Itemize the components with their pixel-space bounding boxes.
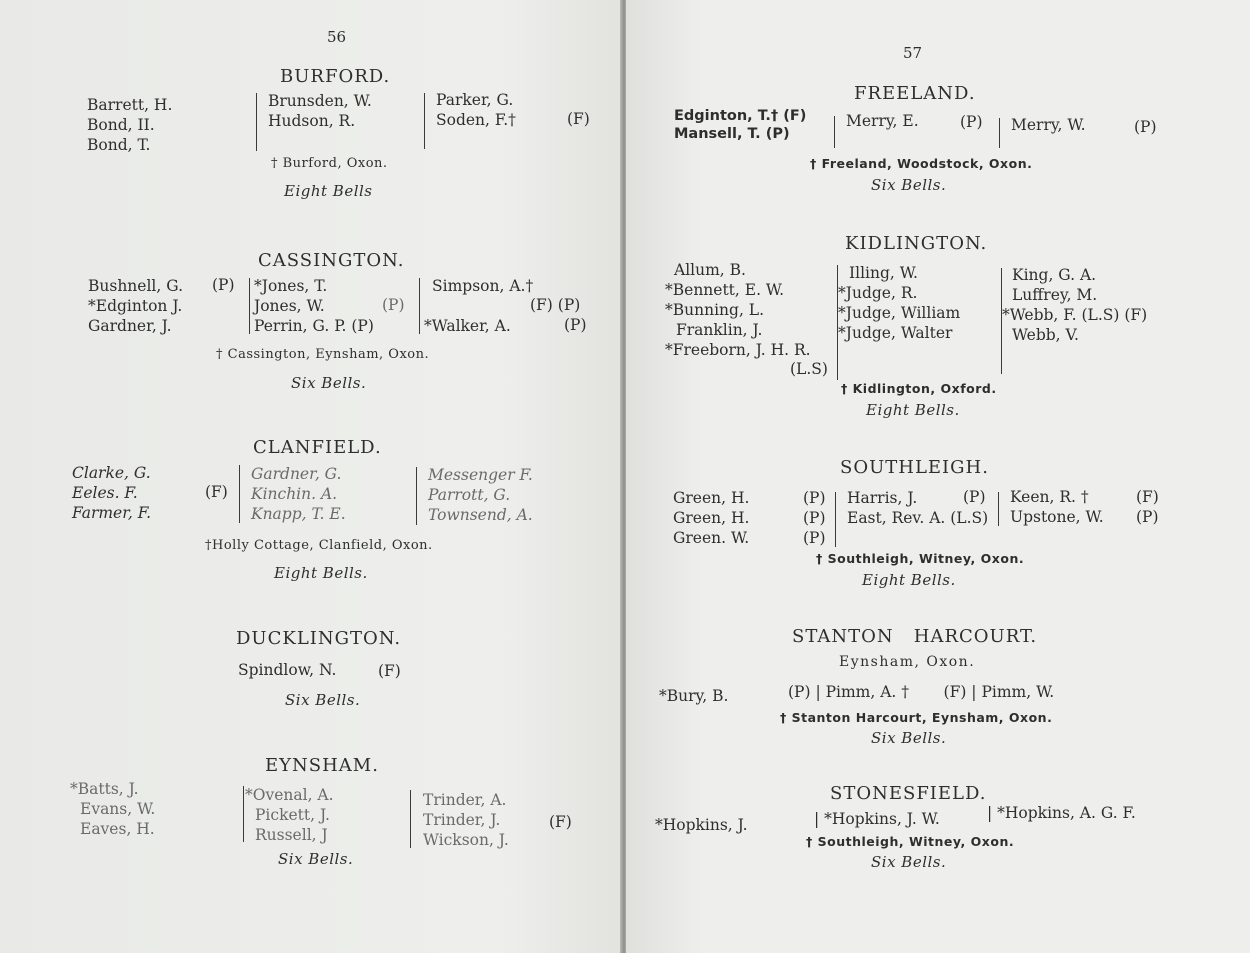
section-title-burford: BURFORD.	[280, 66, 391, 87]
eynsham-bells: Six Bells.	[278, 850, 354, 868]
stonesfield-member1: *Hopkins, J.	[655, 816, 748, 834]
tag-merry-w: (P)	[1134, 118, 1157, 136]
freeland-bells: Six Bells.	[871, 176, 947, 194]
clanfield-address: †Holly Cottage, Clanfield, Oxon.	[205, 538, 433, 553]
tag-walker: (P)	[564, 316, 587, 334]
section-title-kidlington: KIDLINGTON.	[845, 233, 988, 254]
tag-jones-w: (P)	[382, 296, 405, 314]
cassington-col3: Simpson, A.† *Walker, A.	[424, 277, 534, 335]
southleigh-col3: Keen, R. † Upstone, W.	[1010, 488, 1104, 526]
freeland-merry-w: Merry, W.	[1011, 116, 1086, 134]
tag-eeles: (F)	[205, 483, 228, 501]
kidlington-col1: Allum, B. *Bennett, E. W. *Bunning, L. Franklin, J. *Freeborn, J. H. R.	[665, 261, 811, 359]
southleigh-col1: Green, H. Green, H. Green. W.	[673, 489, 750, 547]
stonesfield-member2: | *Hopkins, J. W.	[814, 810, 940, 828]
divider	[424, 93, 425, 149]
southleigh-col2: Harris, J. East, Rev. A. (L.S)	[847, 489, 989, 527]
stanton-subtitle: Eynsham, Oxon.	[839, 654, 976, 670]
eynsham-col3: Trinder, A. Trinder, J. Wickson, J.	[423, 791, 509, 849]
stonesfield-bells: Six Bells.	[871, 853, 947, 871]
section-title-ducklington: DUCKLINGTON.	[236, 628, 402, 649]
eynsham-col2: *Ovenal, A. Pickett, J. Russell, J	[245, 786, 334, 844]
clanfield-col1: Clarke, G. Eeles. F. Farmer, F.	[72, 464, 152, 522]
kidlington-bells: Eight Bells.	[866, 401, 960, 419]
tag-spindlow: (F)	[378, 662, 401, 680]
stanton-line-rest: (P) | Pimm, A. † (F) | Pimm, W.	[788, 683, 1055, 701]
cassington-col1: Bushnell, G. *Edginton J. Gardner, J.	[88, 277, 183, 335]
divider	[999, 118, 1000, 148]
divider	[834, 116, 835, 148]
section-title-southleigh: SOUTHLEIGH.	[840, 457, 989, 478]
right-page	[626, 0, 1250, 953]
southleigh-bells: Eight Bells.	[862, 571, 956, 589]
divider	[416, 467, 417, 525]
page-number: 57	[903, 44, 923, 62]
divider	[239, 465, 240, 523]
kidlington-col2: Illing, W. *Judge, R. *Judge, William *Judge, Walter	[838, 264, 961, 342]
section-title-cassington: CASSINGTON.	[258, 250, 405, 271]
southleigh-tags3: (F) (P)	[1136, 488, 1159, 526]
section-title-clanfield: CLANFIELD.	[253, 437, 382, 458]
tag-freeborn: (L.S)	[790, 360, 828, 378]
cassington-address: † Cassington, Eynsham, Oxon.	[216, 347, 430, 362]
southleigh-address: † Southleigh, Witney, Oxon.	[816, 551, 1025, 566]
freeland-address: † Freeland, Woodstock, Oxon.	[810, 156, 1033, 171]
tag-trinder: (F)	[549, 813, 572, 831]
kidlington-address: † Kidlington, Oxford.	[841, 381, 997, 396]
burford-address: † Burford, Oxon.	[271, 156, 388, 171]
section-title-stanton-harcourt: STANTON HARCOURT.	[792, 626, 1038, 647]
divider	[410, 790, 411, 848]
divider	[835, 492, 836, 547]
southleigh-tags1: (P) (P) (P)	[803, 489, 826, 547]
burford-col2: Brunsden, W. Hudson, R.	[268, 92, 372, 130]
stanton-bury: *Bury, B.	[659, 687, 729, 705]
tag-bushnell: (P)	[212, 276, 235, 294]
tag-merry-e: (P)	[960, 113, 983, 131]
page-number: 56	[327, 28, 347, 46]
clanfield-col3: Messenger F. Parrott, G. Townsend, A.	[428, 466, 533, 524]
burford-col3: Parker, G. Soden, F.†	[436, 91, 516, 129]
clanfield-col2: Gardner, G. Kinchin. A. Knapp, T. E.	[251, 465, 346, 523]
divider	[243, 786, 244, 842]
cassington-bells: Six Bells.	[291, 374, 367, 392]
clanfield-bells: Eight Bells.	[274, 564, 368, 582]
stonesfield-address: † Southleigh, Witney, Oxon.	[806, 834, 1015, 849]
freeland-merry-e: Merry, E.	[846, 112, 919, 130]
divider	[249, 278, 250, 334]
divider	[419, 278, 420, 334]
divider	[256, 93, 257, 151]
ducklington-bells: Six Bells.	[285, 691, 361, 709]
stonesfield-member3: | *Hopkins, A. G. F.	[987, 804, 1136, 822]
kidlington-col3: King, G. A. Luffrey, M. *Webb, F. (L.S) (F) Webb, V.	[1002, 266, 1148, 344]
left-page	[0, 0, 622, 953]
section-title-eynsham: EYNSHAM.	[265, 755, 379, 776]
divider	[998, 492, 999, 526]
tags-simpson: (F) (P)	[530, 296, 581, 314]
section-title-freeland: FREELAND.	[854, 83, 976, 104]
stanton-address: † Stanton Harcourt, Eynsham, Oxon.	[780, 710, 1053, 725]
burford-bells: Eight Bells	[284, 182, 373, 200]
stanton-bells: Six Bells.	[871, 729, 947, 747]
burford-col1: Barrett, H. Bond, II. Bond, T.	[87, 96, 173, 154]
freeland-col1: Edginton, T.† (F) Mansell, T. (P)	[674, 108, 807, 142]
tag-harris: (P)	[963, 488, 986, 506]
ducklington-member: Spindlow, N.	[238, 661, 337, 679]
cassington-col2: *Jones, T. Jones, W. Perrin, G. P. (P)	[254, 277, 374, 335]
section-title-stonesfield: STONESFIELD.	[830, 783, 987, 804]
eynsham-col1: *Batts, J. Evans, W. Eaves, H.	[70, 780, 156, 838]
tag-soden: (F)	[567, 110, 590, 128]
